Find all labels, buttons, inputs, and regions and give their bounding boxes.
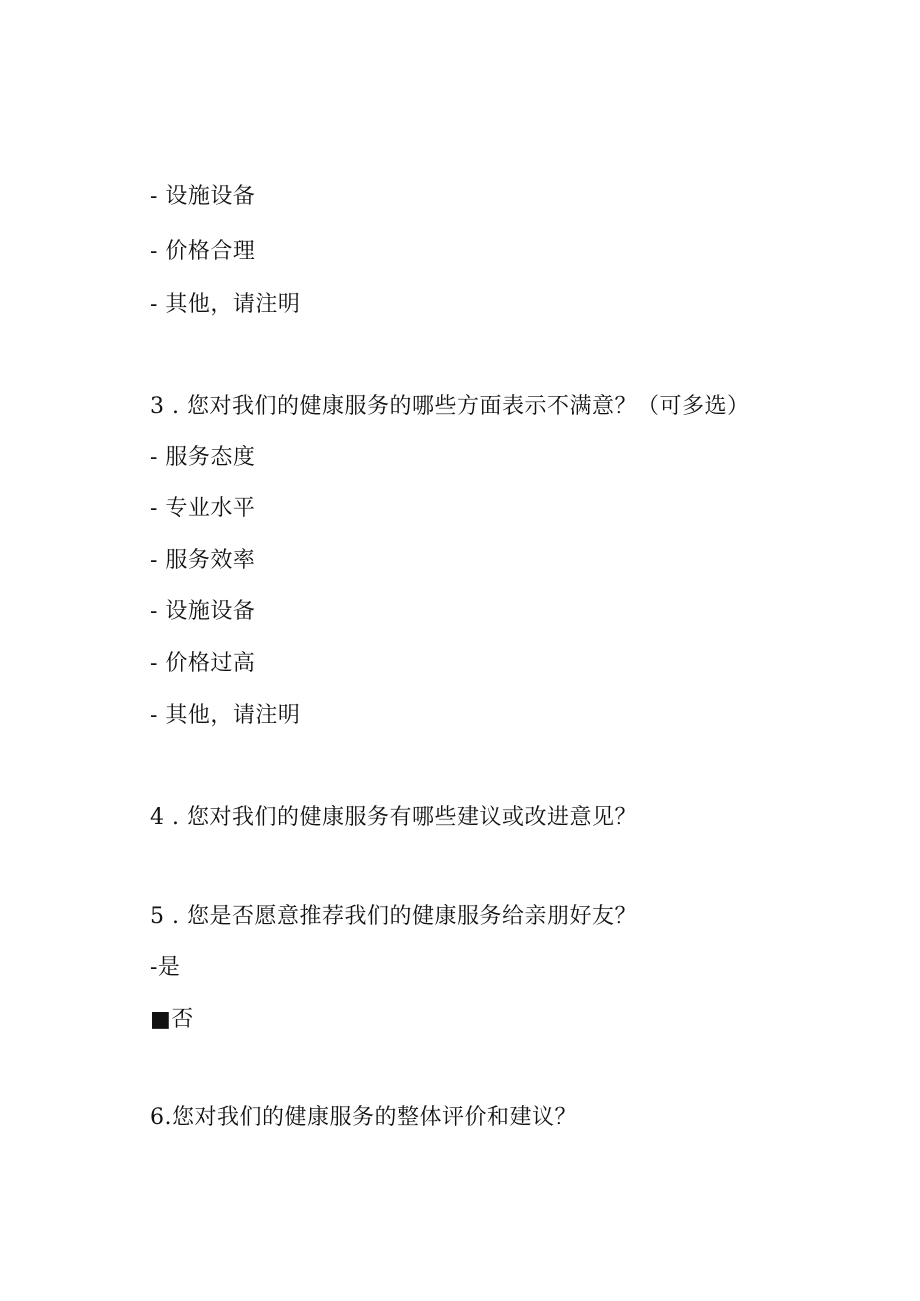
q3-option-facilities: - 设施设备 [150,599,256,624]
q5-option-yes: -是 [150,955,181,980]
q3-option-price-high: - 价格过高 [150,651,256,676]
q2-option-facilities: - 设施设备 [150,184,256,209]
q3-option-attitude: - 服务态度 [150,445,256,470]
q3-question: 3 . 您对我们的健康服务的哪些方面表示不满意？（可多选） [150,394,750,419]
q3-option-other: - 其他，请注明 [150,703,301,728]
q2-option-other: - 其他，请注明 [150,292,301,317]
q3-option-expertise: - 专业水平 [150,496,256,521]
q5-option-no: ■否 [150,1007,194,1032]
q3-option-efficiency: - 服务效率 [150,548,256,573]
q2-option-price-reasonable: - 价格合理 [150,239,256,264]
q5-question: 5 . 您是否愿意推荐我们的健康服务给亲朋好友？ [150,904,637,929]
q6-question: 6.您对我们的健康服务的整体评价和建议？ [150,1105,577,1130]
q4-question: 4 . 您对我们的健康服务有哪些建议或改进意见？ [150,805,637,830]
